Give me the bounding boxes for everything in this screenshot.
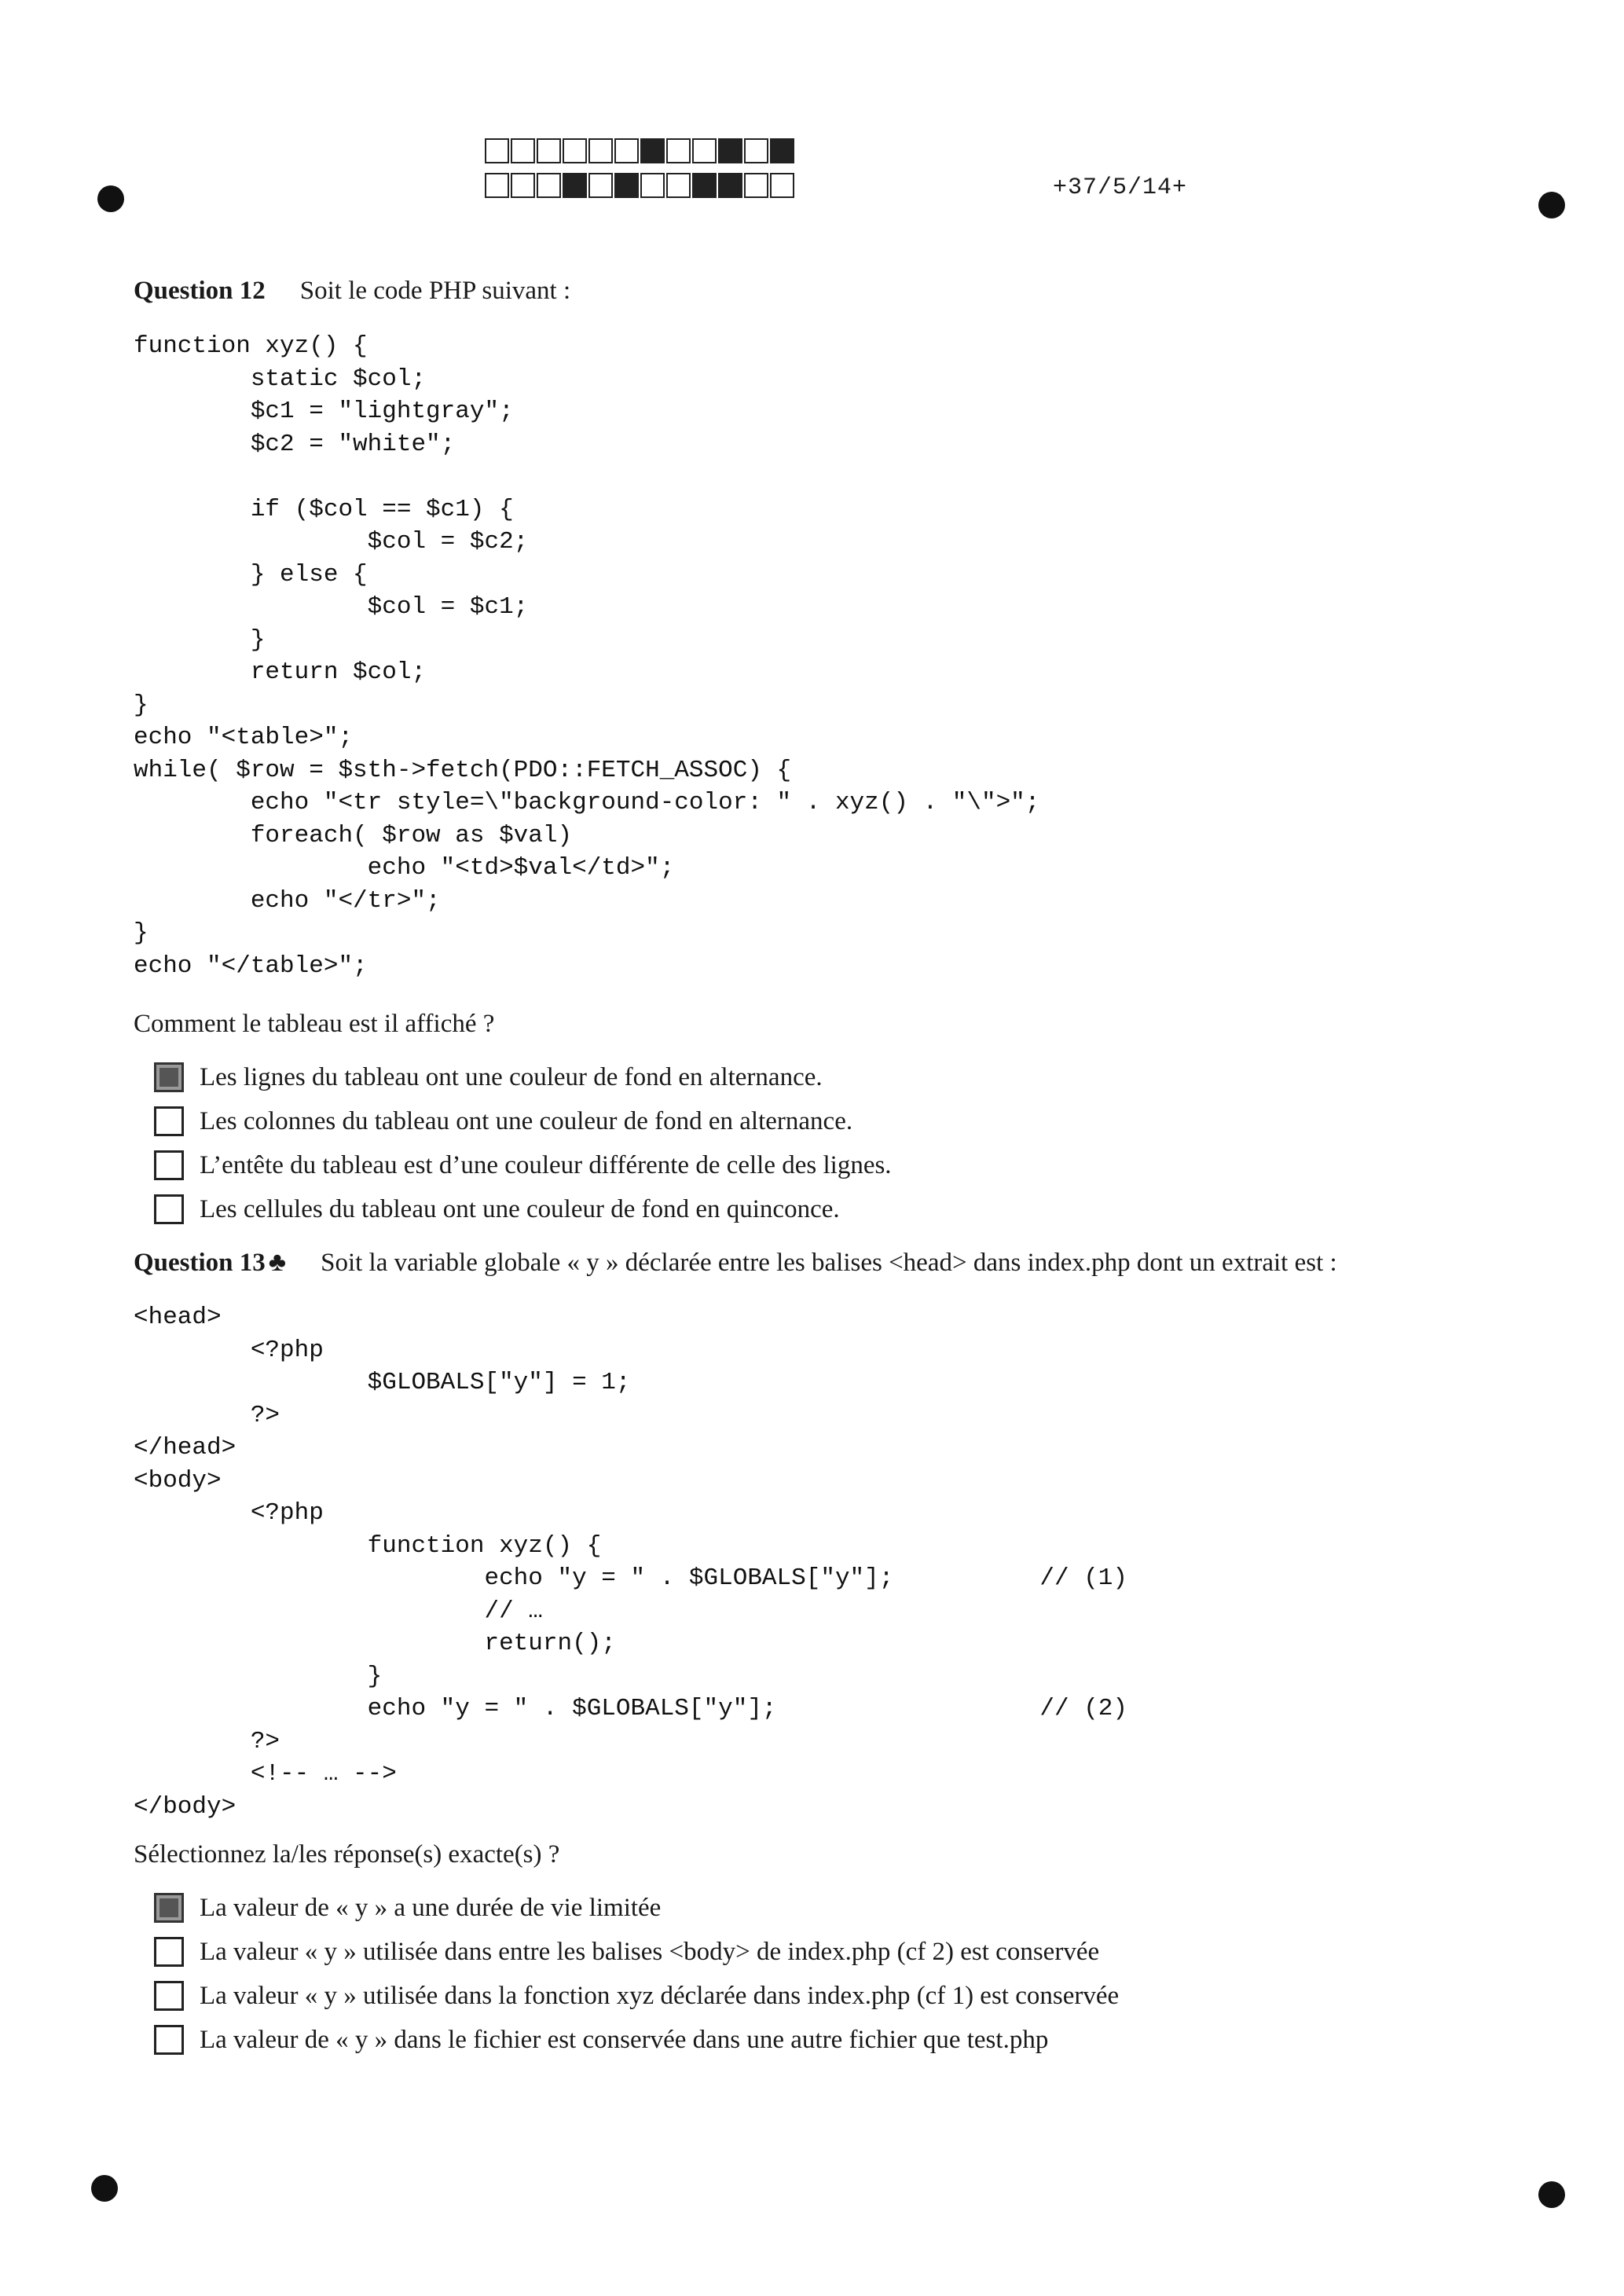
answer-label: L’entête du tableau est d’une couleur différente de celle des lignes.: [200, 1150, 892, 1179]
answer-label: Les colonnes du tableau ont une couleur de fond en alternance.: [200, 1106, 853, 1135]
question-13-heading: [134, 1248, 1337, 1278]
barcode-cell: [744, 138, 768, 163]
barcode-cell: [640, 138, 665, 163]
question-12-code: function xyz() { static $col; $c1 = "lightgray"; $c2 = "white"; if ($col == $c1) { $col = $c2; } else { $col = $c1; } return $col; } echo "<table>"; while( $row = $sth->fetch(PDO::FETCH_ASSOC) { echo "<tr style=\"background-color: " . xyz() . "\">"; foreach( $row as $val) echo "<td>$val</td>"; echo "</tr>"; } echo "</table>";: [134, 332, 1040, 980]
barcode-cell: [588, 138, 613, 163]
barcode-cell: [718, 173, 742, 198]
answer-label: La valeur « y » utilisée dans la fonction xyz déclarée dans index.php (cf 1) est conservée: [200, 1981, 1120, 2010]
checkbox[interactable]: [154, 2025, 184, 2055]
answer-label: La valeur de « y » a une durée de vie limitée: [200, 1893, 662, 1922]
question-12-prompt: Comment le tableau est il affiché ?: [134, 1010, 495, 1038]
answer-option[interactable]: [154, 1099, 892, 1143]
answer-label: La valeur de « y » dans le fichier est conservée dans une autre fichier que test.php: [200, 2025, 1049, 2054]
registration-mark-top-right: [1538, 192, 1565, 218]
question-13-prompt: Sélectionnez la/les réponse(s) exacte(s) ?: [134, 1840, 560, 1869]
answer-label: Les cellules du tableau ont une couleur de fond en quinconce.: [200, 1194, 840, 1223]
question-13-code: <head> <?php $GLOBALS["y"] = 1; ?> </head> <body> <?php function xyz() { echo "y = " . $GLOBALS["y"]; // (1) // … return(); } echo "y = " . $GLOBALS["y"]; // (2) ?> <!-- … --> </body>: [134, 1304, 1128, 1821]
barcode-cell: [718, 138, 742, 163]
checkbox[interactable]: [154, 1893, 184, 1923]
barcode-cell: [692, 138, 717, 163]
registration-mark-bottom-right: [1538, 2181, 1565, 2208]
barcode-cell: [614, 173, 639, 198]
answer-label: Les lignes du tableau ont une couleur de fond en alternance.: [200, 1062, 823, 1091]
checkbox[interactable]: [154, 1937, 184, 1967]
barcode-cell: [563, 138, 587, 163]
barcode-cell: [614, 138, 639, 163]
barcode-cell: [485, 173, 509, 198]
barcode-cell: [692, 173, 717, 198]
barcode-cell: [666, 173, 691, 198]
barcode-cell: [770, 138, 794, 163]
answer-option[interactable]: [154, 1055, 892, 1099]
checkbox[interactable]: [154, 1981, 184, 2011]
question-12-answers: [154, 1055, 892, 1231]
checkbox[interactable]: [154, 1194, 184, 1224]
question-intro: Soit le code PHP suivant :: [299, 277, 571, 305]
barcode-cell: [770, 173, 794, 198]
question-12-heading: [134, 277, 570, 306]
barcode-cell: [640, 173, 665, 198]
checkbox[interactable]: [154, 1062, 184, 1092]
barcode-cell: [537, 173, 561, 198]
barcode-cell: [588, 173, 613, 198]
answer-label: La valeur « y » utilisée dans entre les balises <body> de index.php (cf 2) est conservée: [200, 1937, 1100, 1966]
barcode-cell: [744, 173, 768, 198]
registration-mark-bottom-left: [91, 2175, 118, 2202]
answer-option[interactable]: [154, 1930, 1119, 1974]
barcode-cell: [511, 138, 535, 163]
barcode-cell: [537, 138, 561, 163]
answer-option[interactable]: [154, 1143, 892, 1187]
question-number: Question 13 ♣: [134, 1248, 287, 1277]
answer-option[interactable]: [154, 1974, 1119, 2018]
barcode-cell: [563, 173, 587, 198]
barcode-cell: [485, 138, 509, 163]
question-13-answers: [154, 1886, 1119, 2062]
registration-mark-top-left: [97, 185, 124, 212]
answer-option[interactable]: [154, 2018, 1119, 2062]
barcode-cell: [666, 138, 691, 163]
answer-option[interactable]: [154, 1187, 892, 1231]
question-number: Question 12: [134, 277, 266, 305]
question-intro: Soit la variable globale « y » déclarée entre les balises <head> dans index.php dont un extrait est :: [321, 1249, 1337, 1277]
barcode-row-1: [485, 138, 796, 163]
page-id: +37/5/14+: [1053, 174, 1188, 201]
answer-option[interactable]: [154, 1886, 1119, 1930]
barcode-row-2: [485, 173, 796, 198]
barcode-cell: [511, 173, 535, 198]
checkbox[interactable]: [154, 1150, 184, 1180]
checkbox[interactable]: [154, 1106, 184, 1136]
club-icon: ♣: [268, 1248, 287, 1277]
